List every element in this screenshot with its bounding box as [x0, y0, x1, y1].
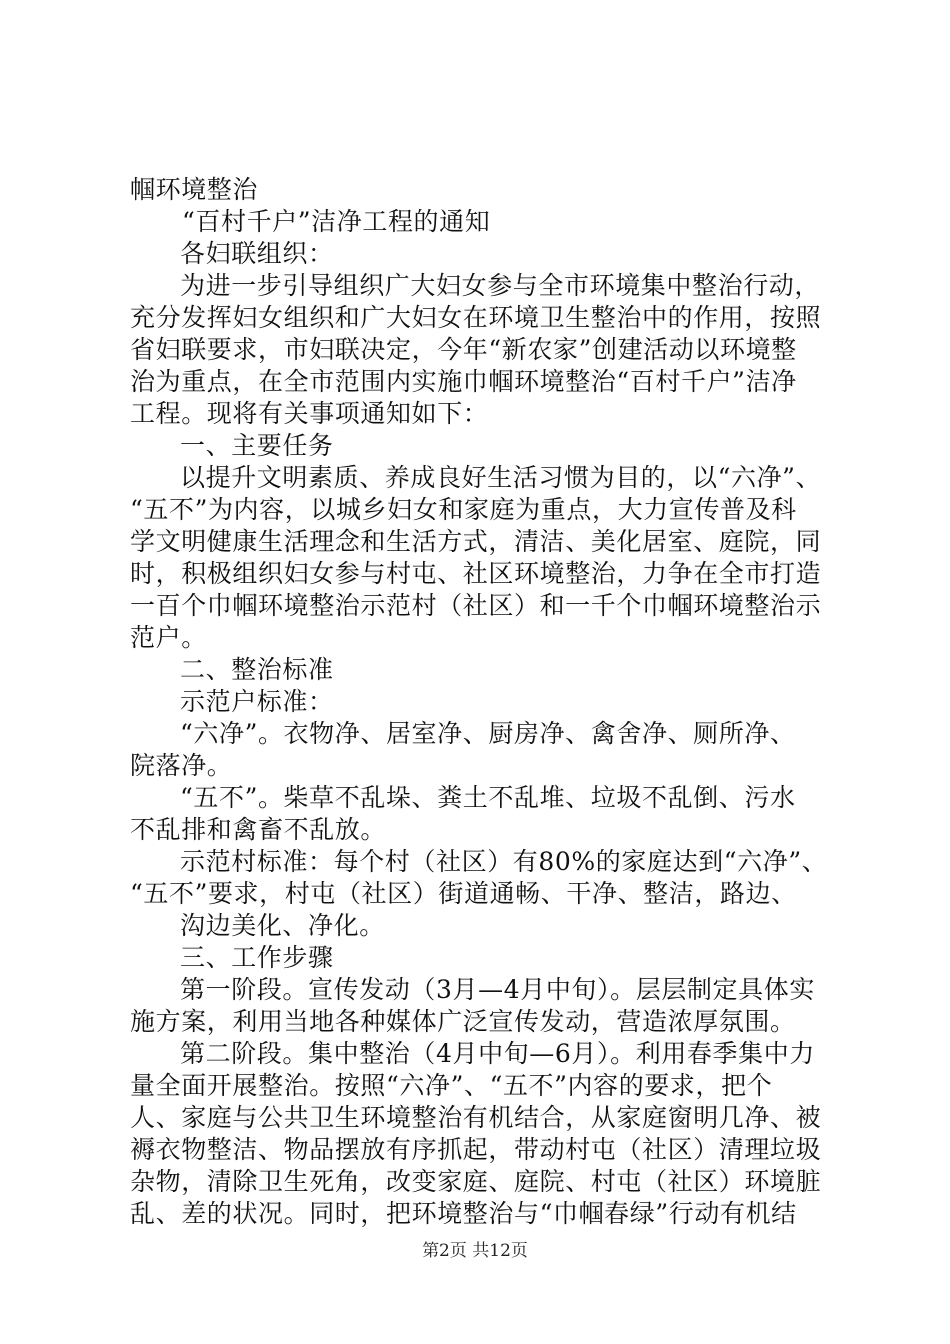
text-line: 沟边美化、净化。	[180, 911, 385, 940]
text-line: 为进一步引导组织广大妇女参与全市环境集中整治行动，	[180, 271, 821, 300]
text-line: “六净”。衣物净、居室净、厨房净、禽舍净、厕所净、	[180, 719, 796, 748]
text-line: 杂物，清除卫生死角，改变家庭、庭院、村屯（社区）环境脏	[130, 1167, 822, 1196]
text-line: 第二阶段。集中整治（4月中旬—6月）。利用春季集中力	[180, 1039, 815, 1068]
text-line: 乱、差的状况。同时，把环境整治与“巾帼春绿”行动有机结	[130, 1199, 797, 1228]
text-line: “五不”要求，村屯（社区）街道通畅、干净、整洁，路边、	[130, 879, 797, 908]
text-line: 量全面开展整治。按照“六净”、“五不”内容的要求，把个	[130, 1071, 773, 1100]
text-line: 工程。现将有关事项通知如下：	[130, 399, 489, 428]
text-line: 各妇联组织：	[180, 239, 334, 268]
text-line: 一百个巾帼环境整治示范村（社区）和一千个巾帼环境整治示	[130, 591, 822, 620]
text-line: 范户。	[130, 623, 207, 652]
text-line: 第一阶段。宣传发动（3月—4月中旬）。层层制定具体实	[180, 975, 815, 1004]
text-line: 人、家庭与公共卫生环境整治有机结合，从家庭窗明几净、被	[130, 1103, 822, 1132]
page-footer: 第2页 共12页	[422, 1241, 528, 1261]
text-line: 帼环境整治	[130, 175, 259, 204]
text-line: “五不”。柴草不乱垛、粪土不乱堆、垃圾不乱倒、污水	[180, 783, 796, 812]
section-heading: 二、整治标准	[180, 655, 334, 684]
text-line: “五不”为内容，以城乡妇女和家庭为重点，大力宣传普及科	[130, 495, 797, 524]
text-line: 学文明健康生活理念和生活方式，清洁、美化居室、庭院，同	[130, 527, 822, 556]
text-line: 不乱排和禽畜不乱放。	[130, 815, 387, 844]
text-line: 省妇联要求，市妇联决定，今年“新农家”创建活动以环境整	[130, 335, 797, 364]
section-heading: 三、工作步骤	[180, 943, 334, 972]
text-line: 院落净。	[130, 751, 233, 780]
section-heading: 一、主要任务	[180, 431, 334, 460]
text-line: “百村千户”洁净工程的通知	[182, 207, 491, 236]
text-line: 施方案，利用当地各种媒体广泛宣传发动，营造浓厚氛围。	[130, 1007, 796, 1036]
text-line: 示范村标准：每个村（社区）有80%的家庭达到“六净”、	[180, 847, 828, 876]
text-line: 时，积极组织妇女参与村屯、社区环境整治，力争在全市打造	[130, 559, 822, 588]
text-line: 治为重点，在全市范围内实施巾帼环境整治“百村千户”洁净	[130, 367, 797, 396]
text-line: 充分发挥妇女组织和广大妇女在环境卫生整治中的作用，按照	[130, 303, 822, 332]
text-line: 示范户标准：	[180, 687, 334, 716]
text-line: 褥衣物整洁、物品摆放有序抓起，带动村屯（社区）清理垃圾	[130, 1135, 822, 1164]
text-line: 以提升文明素质、养成良好生活习惯为目的，以“六净”、	[180, 463, 822, 492]
